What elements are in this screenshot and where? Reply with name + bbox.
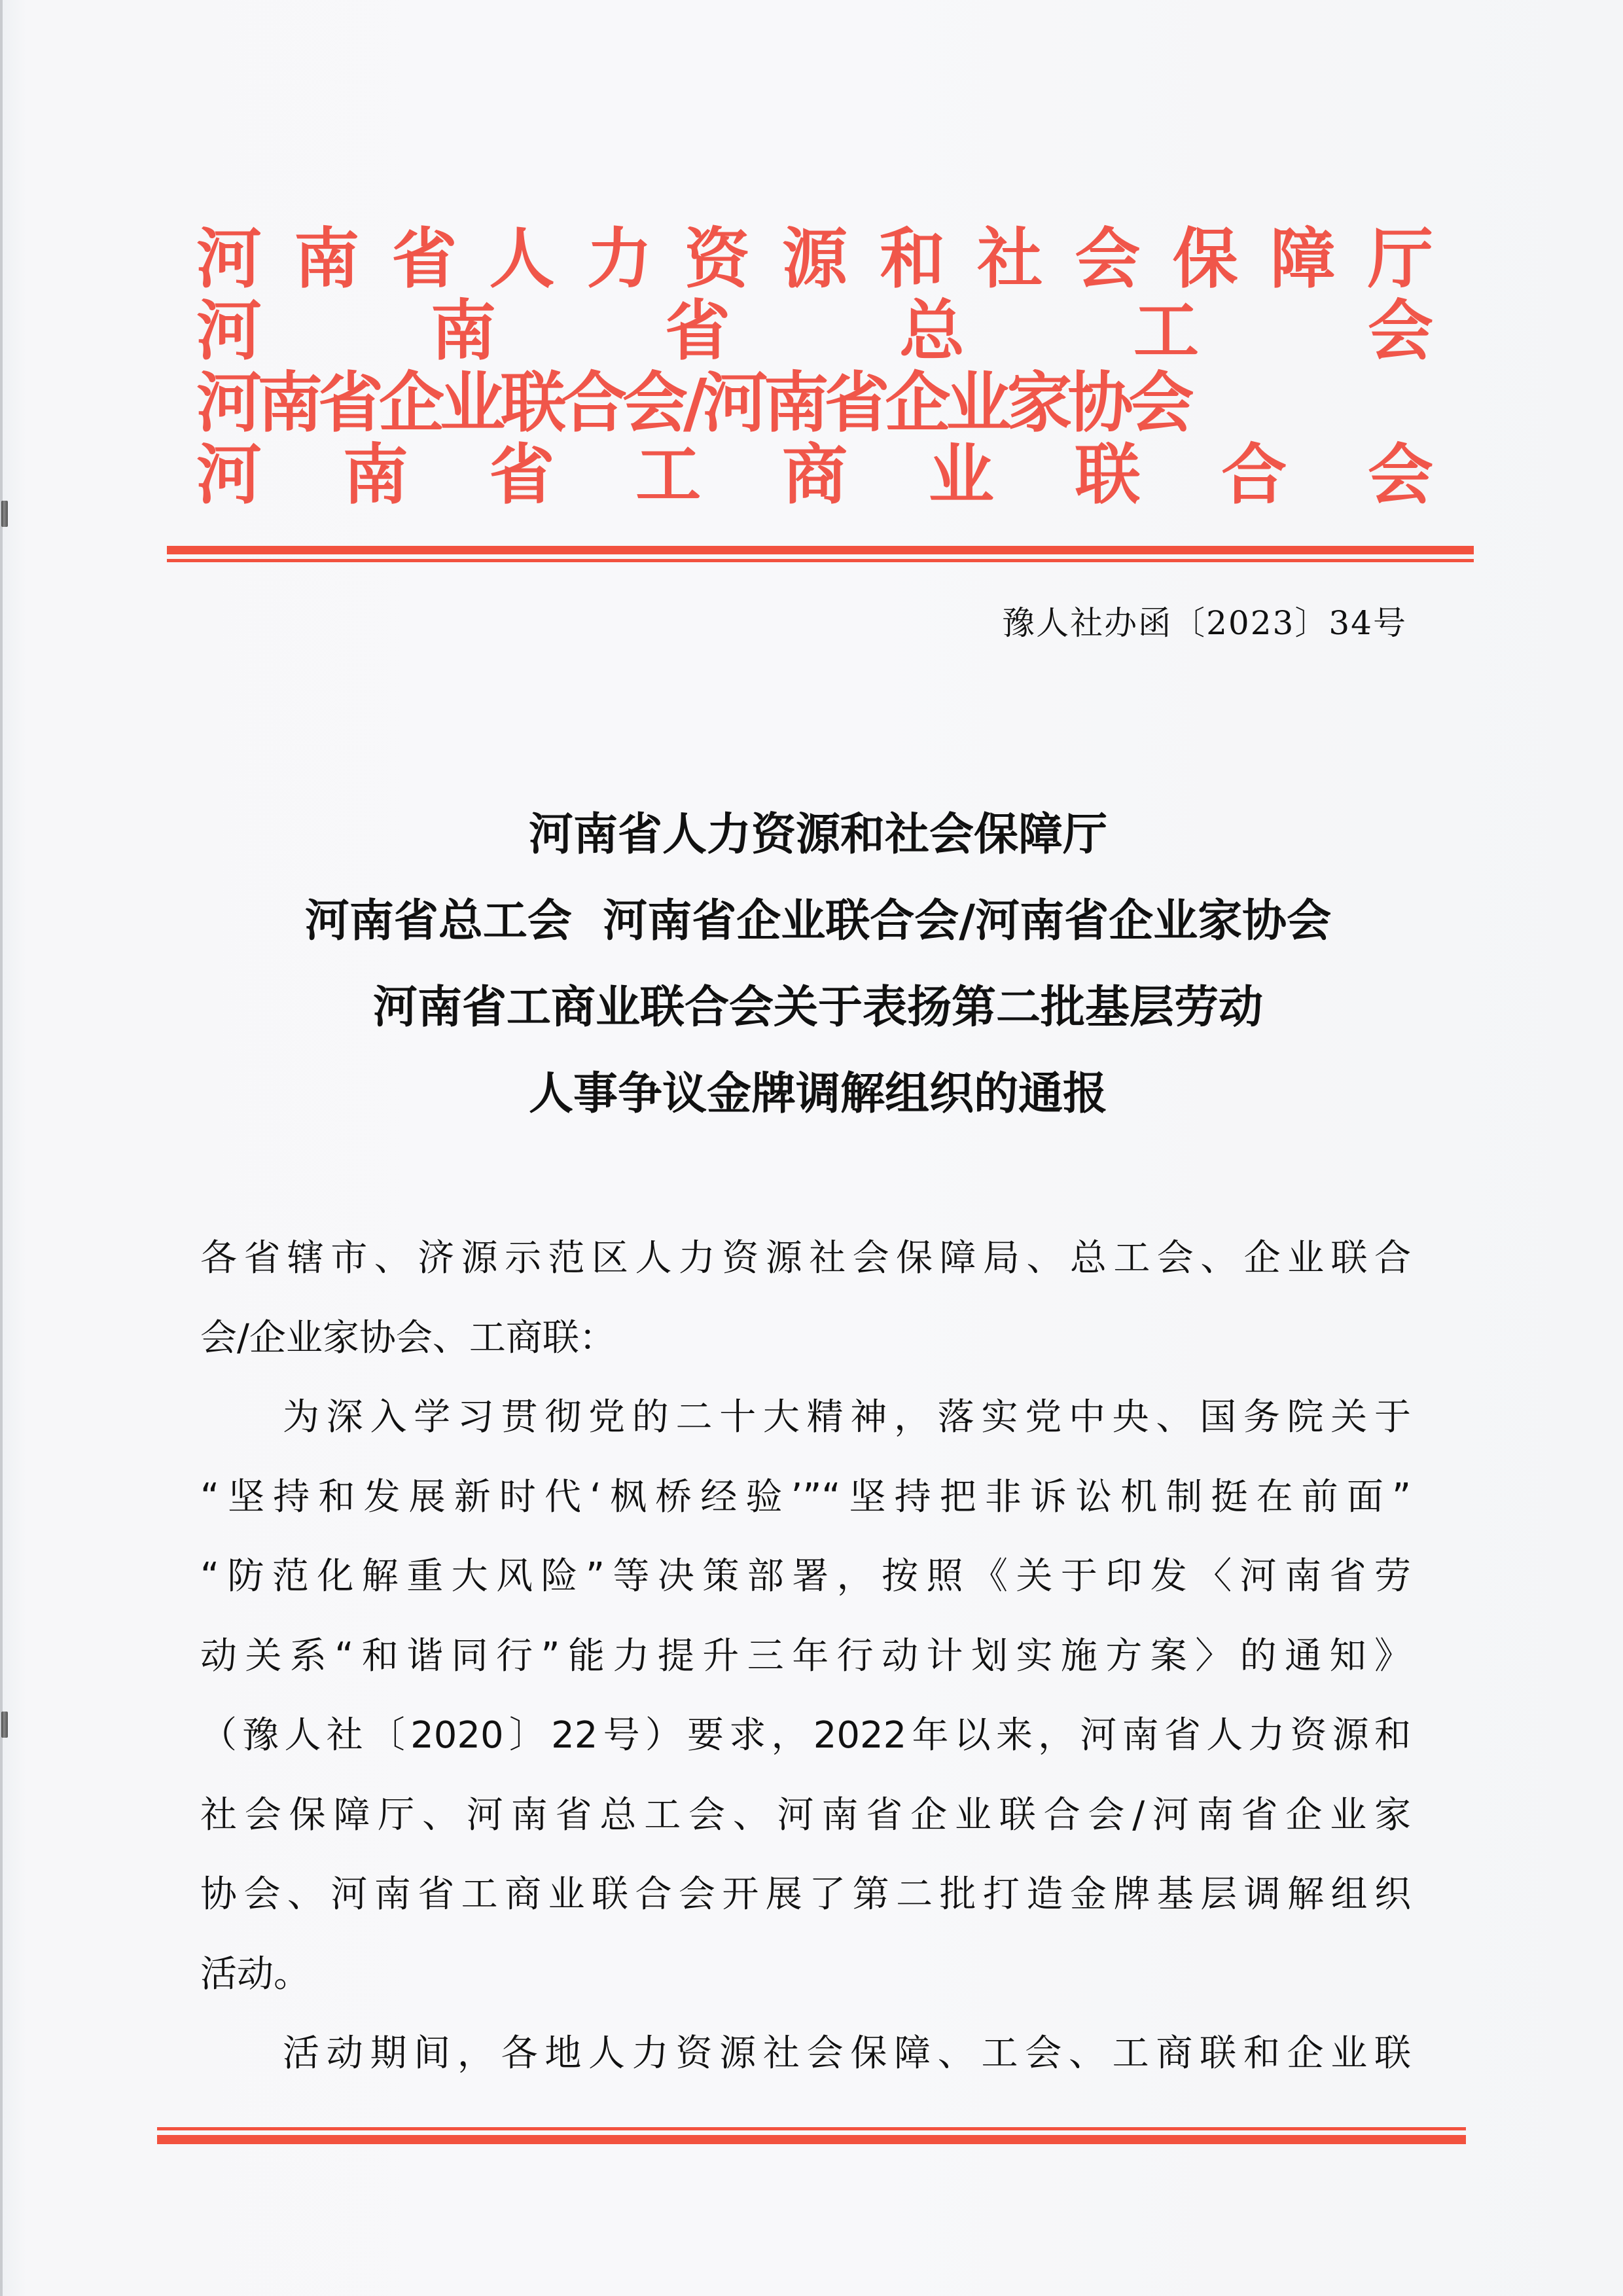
masthead-row-federation-of-trade-unions: 河 南 省 总 工 会 bbox=[196, 292, 1433, 369]
document-body bbox=[200, 1219, 1444, 2094]
paragraph-1-line-1: 为深入学习贯彻党的二十大精神，落实党中央、国务院关于 bbox=[283, 1396, 1411, 1439]
paragraph-1-line-8: 活动。 bbox=[200, 1952, 310, 1996]
paragraph-1-line-7: 协会、河南省工商业联合会开展了第二批打造金牌基层调解组织 bbox=[200, 1873, 1411, 1916]
title-line-4: 人事争议金牌调解组织的通报 bbox=[528, 1068, 1107, 1120]
paragraph-1-line-4: 动关系“和谐同行”能力提升三年行动计划实施方案〉的通知》 bbox=[200, 1634, 1411, 1677]
document-title bbox=[196, 792, 1440, 1138]
addressee-line-2: 会/企业家协会、工商联： bbox=[200, 1316, 616, 1359]
title-line-1: 河南省人力资源和社会保障厅 bbox=[528, 809, 1107, 861]
masthead-row-federation-of-industry-commerce: 河 南 省 工 商 业 联 合 会 bbox=[196, 436, 1433, 513]
paragraph-1-line-2: “坚持和发展新时代‘枫桥经验’”“坚持把非诉讼机制挺在前面” bbox=[200, 1475, 1411, 1518]
paragraph-1-line-6: 社会保障厅、河南省总工会、河南省企业联合会/河南省企业家 bbox=[200, 1793, 1411, 1837]
document-number: 豫人社办函〔2023〕34号 bbox=[1002, 604, 1407, 642]
title-line-2: 河南省总工会 河南省企业联合会/河南省企业家协会 bbox=[304, 895, 1332, 947]
binding-edge bbox=[0, 0, 3, 2296]
staple-mark-bottom bbox=[1, 1712, 8, 1738]
top-red-rule-thin bbox=[167, 559, 1474, 562]
masthead-row-hrss: 河 南 省 人 力 资 源 和 社 会 保 障 厅 bbox=[196, 220, 1433, 297]
paragraph-2-line-1: 活动期间，各地人力资源社会保障、工会、工商联和企业联 bbox=[283, 2032, 1411, 2075]
masthead-row-enterprise-confederation: 河南省企业联合会/河南省企业家协会 bbox=[196, 364, 1190, 441]
title-line-3: 河南省工商业联合会关于表扬第二批基层劳动 bbox=[372, 982, 1263, 1033]
bottom-red-rule-thin bbox=[157, 2127, 1466, 2130]
top-red-rule-thick bbox=[167, 546, 1474, 554]
paragraph-1-line-5: （豫人社〔2020〕22号）要求，2022年以来，河南省人力资源和 bbox=[200, 1714, 1411, 1757]
staple-mark-top bbox=[1, 501, 8, 527]
paragraph-1-line-3: “防范化解重大风险”等决策部署，按照《关于印发〈河南省劳 bbox=[200, 1555, 1411, 1598]
addressee-line-1: 各省辖市、济源示范区人力资源社会保障局、总工会、企业联合 bbox=[200, 1237, 1411, 1280]
bottom-red-rule-thick bbox=[157, 2135, 1466, 2144]
